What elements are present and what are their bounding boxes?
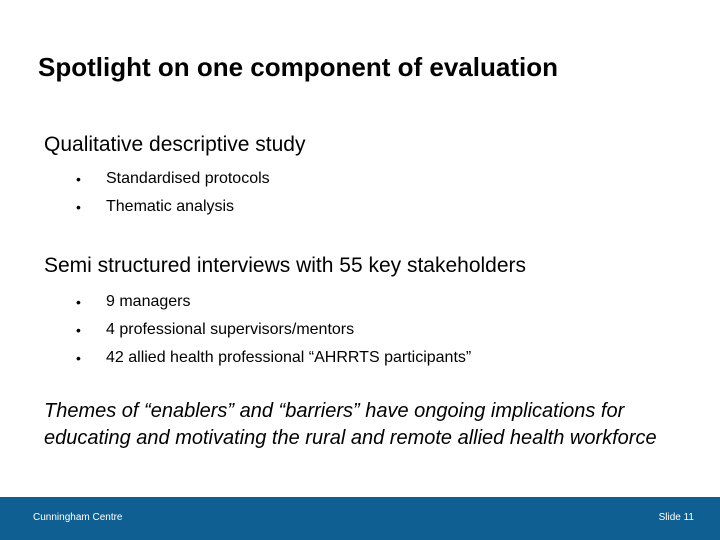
bullet-list [44,165,305,221]
slide-title: Spotlight on one component of evaluation [38,52,558,82]
bullet-item [76,288,526,316]
bullet-item [76,344,526,372]
bullet-text: 42 allied health professional “AHRRTS participants” [106,349,472,366]
bullet-icon: • [76,171,81,187]
bullet-item [76,316,526,344]
conclusion-text: Themes of “enablers” and “barriers” have ongoing implications for educating and motivating the rural and remote allied health workforce [44,400,657,449]
section-heading: Qualitative descriptive study [44,133,306,156]
bullet-icon: • [76,322,81,338]
bullet-text: 9 managers [106,293,191,310]
bullet-item [76,165,305,193]
footer-organization: Cunningham Centre [33,512,123,523]
section-study-design [44,133,305,221]
slide-number: Slide 11 [658,512,694,523]
footer-bar [0,497,720,540]
bullet-icon: • [76,199,81,215]
bullet-text: 4 professional supervisors/mentors [106,321,355,338]
bullet-list [44,288,526,372]
bullet-text: Thematic analysis [106,198,235,215]
bullet-text: Standardised protocols [106,170,270,187]
section-heading: Semi structured interviews with 55 key stakeholders [44,254,527,277]
bullet-icon: • [76,294,81,310]
bullet-icon: • [76,350,81,366]
bullet-item [76,193,305,221]
section-interviews [44,254,526,372]
